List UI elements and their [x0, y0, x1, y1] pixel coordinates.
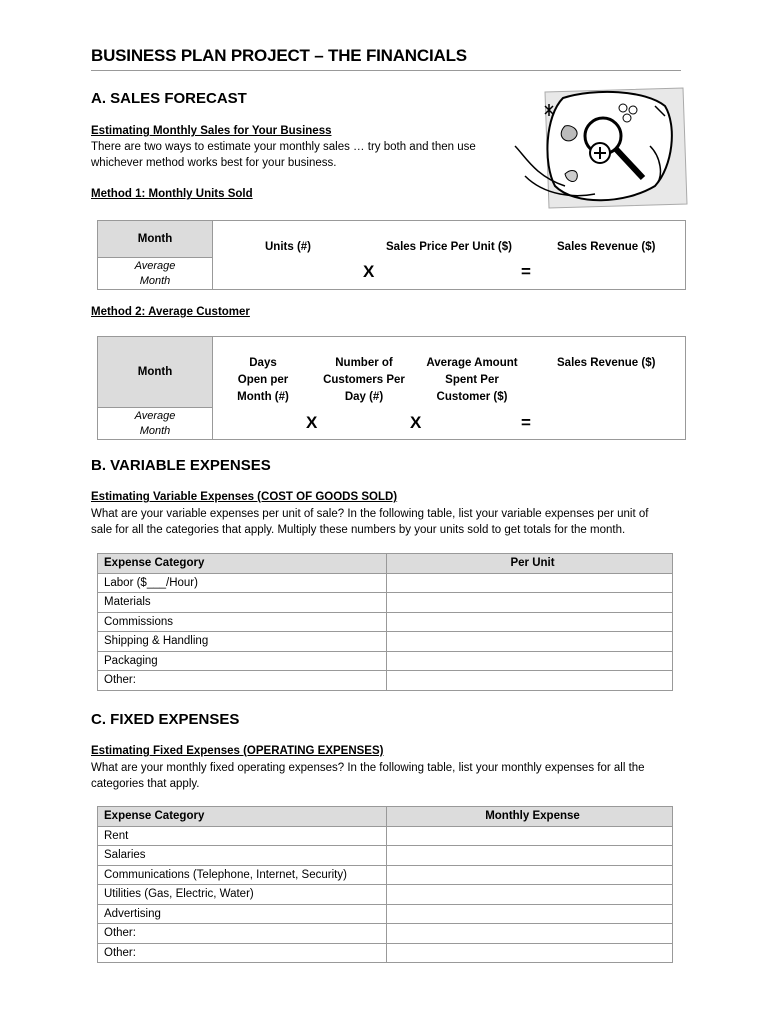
method-2-month-header: Month: [98, 337, 213, 408]
method-1-average-month: Average Month: [98, 258, 213, 290]
variable-expense-row: [98, 593, 673, 613]
fixed-expense-category-cell: Rent: [98, 826, 387, 846]
section-a-intro-line-1: There are two ways to estimate your monthly sales … try both and then use: [91, 141, 476, 153]
method-1-multiply-sign: X: [363, 262, 375, 281]
fixed-expense-row: [98, 885, 673, 905]
variable-expense-row: [98, 573, 673, 593]
variable-expenses-table: [97, 553, 673, 691]
fixed-expense-value-cell[interactable]: [387, 846, 673, 866]
method-2-amount-header: Average Amount Spent Per Customer ($): [426, 357, 518, 403]
fixed-category-header: Expense Category: [98, 807, 387, 827]
fixed-expense-value-cell[interactable]: [387, 826, 673, 846]
fixed-expense-category-cell: Salaries: [98, 846, 387, 866]
method-2-multiply-sign-2: X: [410, 413, 422, 432]
fixed-expense-value-cell[interactable]: [387, 924, 673, 944]
fixed-expense-row: [98, 924, 673, 944]
method-1-label: Method 1: Monthly Units Sold: [91, 188, 253, 200]
section-a-intro-line-2: whichever method works best for your business.: [91, 157, 337, 169]
method-2-label: Method 2: Average Customer: [91, 306, 250, 318]
section-b-title: B. VARIABLE EXPENSES: [91, 457, 271, 474]
financial-clipart-icon: [505, 86, 690, 221]
variable-expense-category-cell: Materials: [98, 593, 387, 613]
section-a-title: A. SALES FORECAST: [91, 90, 247, 107]
variable-expense-value-cell[interactable]: [387, 612, 673, 632]
fixed-expense-category-cell: Advertising: [98, 904, 387, 924]
section-a-subhead: Estimating Monthly Sales for Your Business: [91, 125, 332, 137]
variable-expense-category-cell: Commissions: [98, 612, 387, 632]
section-b-intro-line-1: What are your variable expenses per unit of sale? In the following table, list your variable expenses per unit of: [91, 508, 649, 520]
variable-category-header: Expense Category: [98, 554, 387, 574]
variable-expense-row: [98, 651, 673, 671]
fixed-monthly-expense-header: Monthly Expense: [387, 807, 673, 827]
fixed-expense-value-cell[interactable]: [387, 943, 673, 963]
variable-per-unit-header: Per Unit: [387, 554, 673, 574]
page-title: BUSINESS PLAN PROJECT – THE FINANCIALS: [91, 46, 467, 65]
variable-expense-row: [98, 632, 673, 652]
variable-expense-value-cell[interactable]: [387, 671, 673, 691]
fixed-expense-row: [98, 943, 673, 963]
fixed-expense-value-cell[interactable]: [387, 904, 673, 924]
section-c-intro-line-2: categories that apply.: [91, 778, 200, 790]
variable-expense-row: [98, 612, 673, 632]
method-1-price-header: Sales Price Per Unit ($): [386, 241, 512, 253]
fixed-expense-category-cell: Other:: [98, 924, 387, 944]
method-1-equals-sign: =: [521, 262, 531, 281]
fixed-expense-row: [98, 865, 673, 885]
variable-expense-value-cell[interactable]: [387, 651, 673, 671]
method-1-entry-cell[interactable]: [213, 258, 686, 290]
section-b-intro-line-2: sale for all the categories that apply. Multiply these numbers by your units sold to get totals for the month.: [91, 524, 626, 536]
fixed-expense-value-cell[interactable]: [387, 885, 673, 905]
section-c-subhead: Estimating Fixed Expenses (OPERATING EXPENSES): [91, 745, 384, 757]
variable-expense-category-cell: Shipping & Handling: [98, 632, 387, 652]
method-2-days-header: Days Open per Month (#): [237, 357, 289, 403]
section-c-intro-line-1: What are your monthly fixed operating expenses? In the following table, list your monthly expenses for all the: [91, 762, 645, 774]
fixed-expenses-table: [97, 806, 673, 963]
variable-expense-value-cell[interactable]: [387, 593, 673, 613]
method-1-revenue-header: Sales Revenue ($): [557, 241, 656, 253]
method-2-multiply-sign-1: X: [306, 413, 318, 432]
method-2-revenue-header: Sales Revenue ($): [557, 357, 656, 369]
method-2-average-month: Average Month: [98, 408, 213, 440]
fixed-expense-row: [98, 846, 673, 866]
variable-expense-category-cell: Other:: [98, 671, 387, 691]
section-c-title: C. FIXED EXPENSES: [91, 711, 240, 728]
fixed-expense-value-cell[interactable]: [387, 865, 673, 885]
variable-expense-category-cell: Packaging: [98, 651, 387, 671]
method-2-equals-sign: =: [521, 413, 531, 432]
fixed-expense-row: [98, 826, 673, 846]
variable-expense-value-cell[interactable]: [387, 632, 673, 652]
section-b-subhead: Estimating Variable Expenses (COST OF GOODS SOLD): [91, 491, 398, 503]
variable-expense-category-cell: Labor ($___/Hour): [98, 573, 387, 593]
method-2-entry-cell[interactable]: [213, 408, 686, 440]
method-2-customers-header: Number of Customers Per Day (#): [323, 357, 405, 403]
fixed-expense-category-cell: Other:: [98, 943, 387, 963]
method-1-month-header: Month: [98, 221, 213, 258]
variable-expense-row: [98, 671, 673, 691]
fixed-expense-category-cell: Utilities (Gas, Electric, Water): [98, 885, 387, 905]
fixed-expense-category-cell: Communications (Telephone, Internet, Security): [98, 865, 387, 885]
variable-expense-value-cell[interactable]: [387, 573, 673, 593]
method-1-units-header: Units (#): [265, 241, 311, 253]
fixed-expense-row: [98, 904, 673, 924]
title-divider: [91, 70, 681, 71]
